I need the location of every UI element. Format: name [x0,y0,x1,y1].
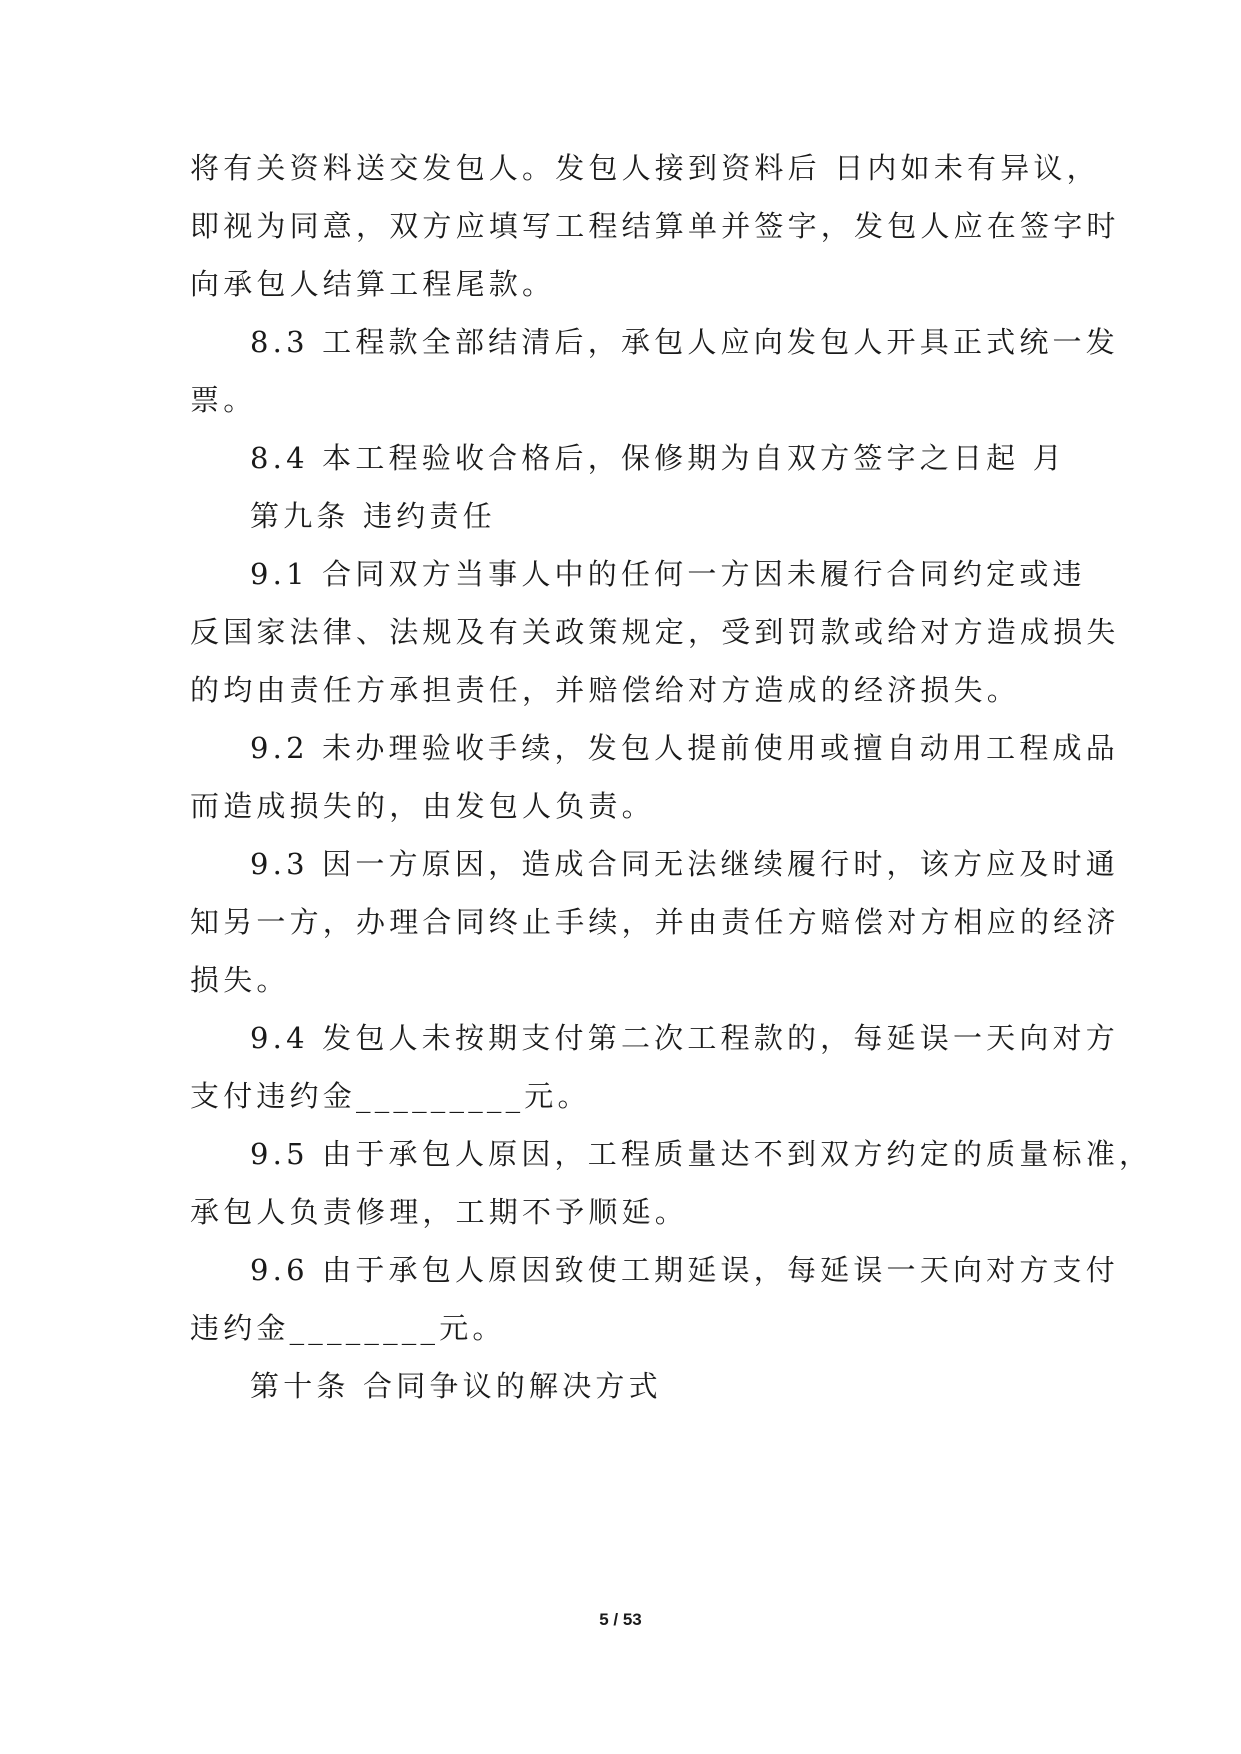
section-heading: 第九条 违约责任 [250,499,496,533]
text-line: 的均由责任方承担责任，并赔偿给对方造成的经济损失。 [190,673,1021,707]
text-line: 8.3 工程款全部结清后，承包人应向发包人开具正式统一发 [250,325,1119,359]
text-line: 9.6 由于承包人原因致使工期延误，每延误一天向对方支付 [250,1253,1119,1287]
text-line: 将有关资料送交发包人。发包人接到资料后 日内如未有异议， [190,151,1100,185]
text-line: 9.3 因一方原因，造成合同无法继续履行时，该方应及时通 [250,847,1119,881]
text-line: 即视为同意，双方应填写工程结算单并签字，发包人应在签字时 [190,209,1120,243]
text-line: 9.2 未办理验收手续，发包人提前使用或擅自动用工程成品 [250,731,1119,765]
text-line: 向承包人结算工程尾款。 [190,267,556,301]
section-heading: 第十条 合同争议的解决方式 [250,1369,662,1403]
text-line: 9.1 合同双方当事人中的任何一方因未履行合同约定或违 [250,557,1086,591]
text-line: 而造成损失的，由发包人负责。 [190,789,655,823]
text-line: 支付违约金_________元。 [190,1079,591,1113]
text-line: 9.4 发包人未按期支付第二次工程款的，每延误一天向对方 [250,1021,1119,1055]
text-line: 8.4 本工程验收合格后，保修期为自双方签字之日起 月 [250,441,1066,475]
text-line: 违约金________元。 [190,1311,506,1345]
text-line: 9.5 由于承包人原因，工程质量达不到双方约定的质量标准， [250,1137,1153,1171]
text-line: 损失。 [190,963,290,997]
text-line: 票。 [190,383,257,417]
text-line: 承包人负责修理，工期不予顺延。 [190,1195,689,1229]
page-number: 5 / 53 [599,1610,642,1629]
text-line: 知另一方，办理合同终止手续，并由责任方赔偿对方相应的经济 [190,905,1120,939]
text-line: 反国家法律、法规及有关政策规定，受到罚款或给对方造成损失 [190,615,1120,649]
